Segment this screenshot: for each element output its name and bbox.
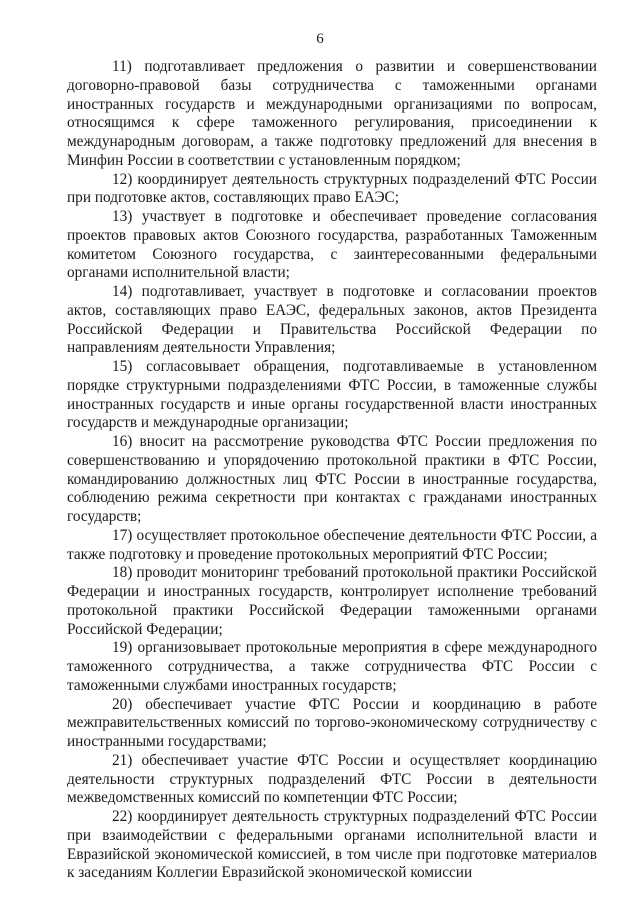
paragraph-item-19: 19) организовывает протокольные мероприятия в сфере международного таможенного сотрудничества, а также сотрудничества ФТС России с таможенными службами иностранных государств; (67, 639, 597, 694)
paragraph-item-12: 12) координирует деятельность структурных подразделений ФТС России при подготовке актов, составляющих право ЕАЭС; (67, 170, 597, 207)
paragraph-item-14: 14) подготавливает, участвует в подготовке и согласовании проектов актов, составляющих право ЕАЭС, федеральных законов, актов Президента Российской Федерации и Правительства Российской Федерации по направлениям деятельности Управления; (67, 283, 597, 357)
paragraph-item-15: 15) согласовывает обращения, подготавливаемые в установленном порядке структурными подразделениями ФТС России, в таможенные службы иностранных государств и иные органы государственной власти иностранных государств и международные организации; (67, 358, 597, 432)
paragraph-item-13: 13) участвует в подготовке и обеспечивает проведение согласования проектов правовых актов Союзного государства, разработанных Таможенным комитетом Союзного государства, с заинтересованными федеральными органами исполнительной власти; (67, 208, 597, 282)
paragraph-item-18: 18) проводит мониторинг требований протокольной практики Российской Федерации и иностранных государств, контролирует исполнение требований протокольной практики Российской Федерации таможенными органами Российской Федерации; (67, 564, 597, 638)
document-body (67, 58, 597, 883)
paragraph-item-22: 22) координирует деятельность структурных подразделений ФТС России при взаимодействии с федеральными органами исполнительной власти и Евразийской экономической комиссией, в том числе при подготовке материалов к заседаниям Коллегии Евразийской экономической комиссии (67, 808, 597, 882)
page-number: 6 (316, 31, 324, 47)
paragraph-item-20: 20) обеспечивает участие ФТС России и координацию в работе межправительственных комиссий по торгово-экономическому сотрудничеству с иностранными государствами; (67, 695, 597, 750)
paragraph-item-11: 11) подготавливает предложения о развитии и совершенствовании договорно-правовой базы сотрудничества с таможенными органами иностранных государств и международными организациями по вопросам, относящимся к сфере таможенного регулирования, присоединении к международным договорам, а также подготовку предложений для внесения в Минфин России в соответствии с установленным порядком; (67, 58, 597, 169)
paragraph-item-21: 21) обеспечивает участие ФТС России и осуществляет координацию деятельности структурных подразделений ФТС России в деятельности межведомственных комиссий по компетенции ФТС России; (67, 751, 597, 807)
paragraph-item-17: 17) осуществляет протокольное обеспечение деятельности ФТС России, а также подготовку и проведение протокольных мероприятий ФТС России; (67, 526, 597, 563)
paragraph-item-16: 16) вносит на рассмотрение руководства ФТС России предложения по совершенствованию и упорядочению протокольной практики в ФТС России, командированию должностных лиц ФТС России в иностранные государства, соблюдению режима секретности при контактах с гражданами иностранных государств; (67, 433, 597, 525)
